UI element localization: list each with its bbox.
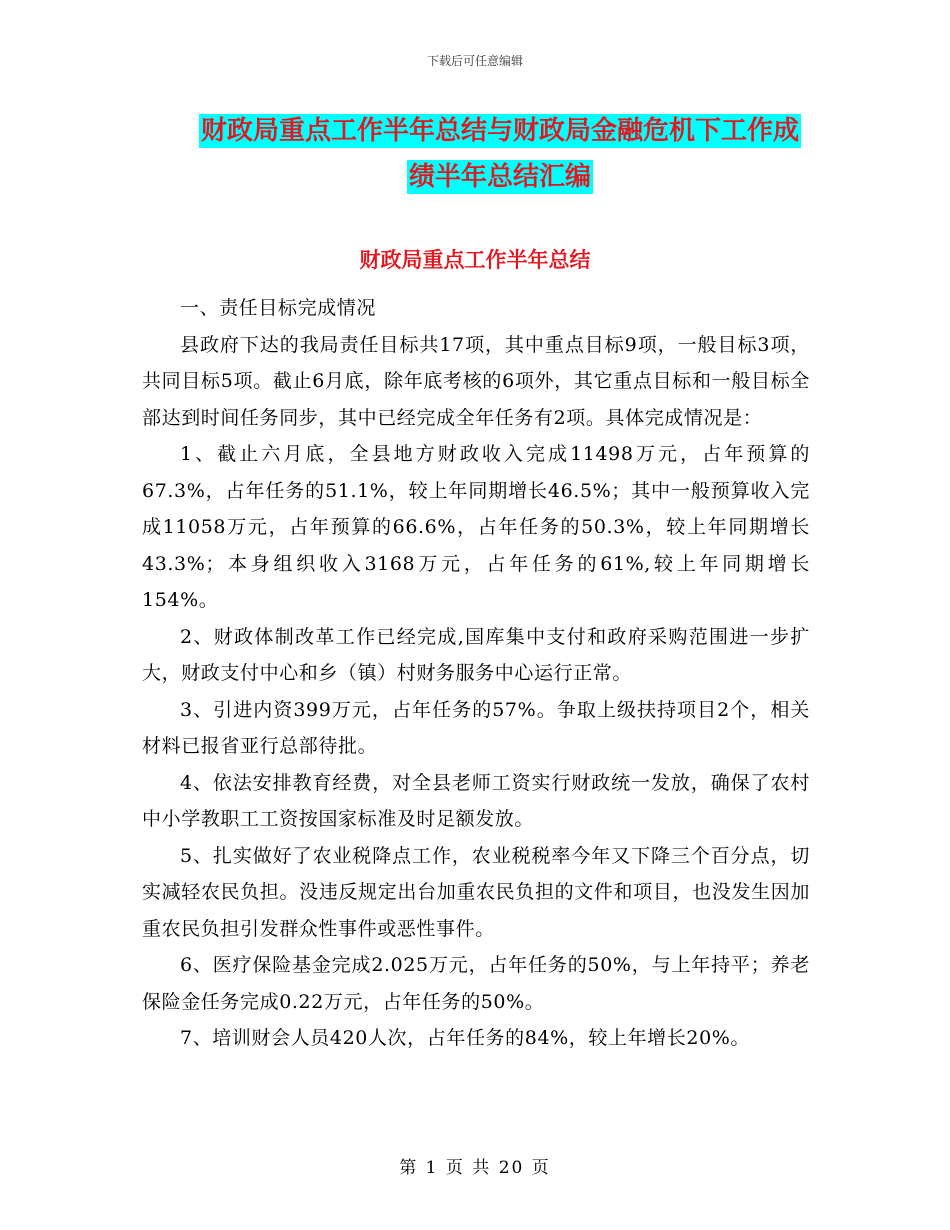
document-body	[142, 290, 810, 1057]
paragraph: 1、截止六月底，全县地方财政收入完成11498万元，占年预算的67.3%，占年任务的51.1%，较上年同期增长46.5%；其中一般预算收入完成11058万元，占年预算的66.6%，占年任务的50.3%，较上年同期增长43.3%；本身组织收入3168万元，占年任务的61%,较上年同期增长154%。	[142, 443, 810, 611]
document-title	[140, 108, 860, 200]
paragraph: 7、培训财会人员420人次，占年任务的84%，较上年增长20%。	[180, 1027, 751, 1049]
paragraph: 5、扎实做好了农业税降点工作，农业税税率今年又下降三个百分点，切实减轻农民负担。没违反规定出台加重农民负担的文件和项目，也没发生因加重农民负担引发群众性事件或恶性事件。	[142, 844, 810, 940]
title-line-2: 绩半年总结汇编	[408, 162, 591, 192]
title-line-1: 财政局重点工作半年总结与财政局金融危机下工作成	[200, 116, 799, 146]
paragraph: 县政府下达的我局责任目标共17项，其中重点目标9项，一般目标3项，共同目标5项。截止6月底，除年底考核的6项外，其它重点目标和一般目标全部达到时间任务同步，其中已经完成全年任务有2项。具体完成情况是：	[142, 333, 810, 429]
header-note: 下载后可任意编辑	[426, 54, 523, 68]
section-title: 财政局重点工作半年总结	[359, 248, 591, 272]
paragraph: 2、财政体制改革工作已经完成,国库集中支付和政府采购范围进一步扩大，财政支付中心和乡（镇）村财务服务中心运行正常。	[142, 625, 810, 684]
paragraph: 6、医疗保险基金完成2.025万元，占年任务的50%，与上年持平；养老保险金任务完成0.22万元，占年任务的50%。	[142, 954, 810, 1013]
paragraph: 4、依法安排教育经费，对全县老师工资实行财政统一发放，确保了农村中小学教职工工资按国家标准及时足额发放。	[142, 771, 810, 830]
paragraph: 3、引进内资399万元，占年任务的57%。争取上级扶持项目2个，相关材料已报省亚行总部待批。	[142, 698, 810, 757]
paragraph-heading: 一、责任目标完成情况	[180, 297, 377, 319]
page-number: 第 1 页 共 20 页	[399, 1158, 551, 1178]
